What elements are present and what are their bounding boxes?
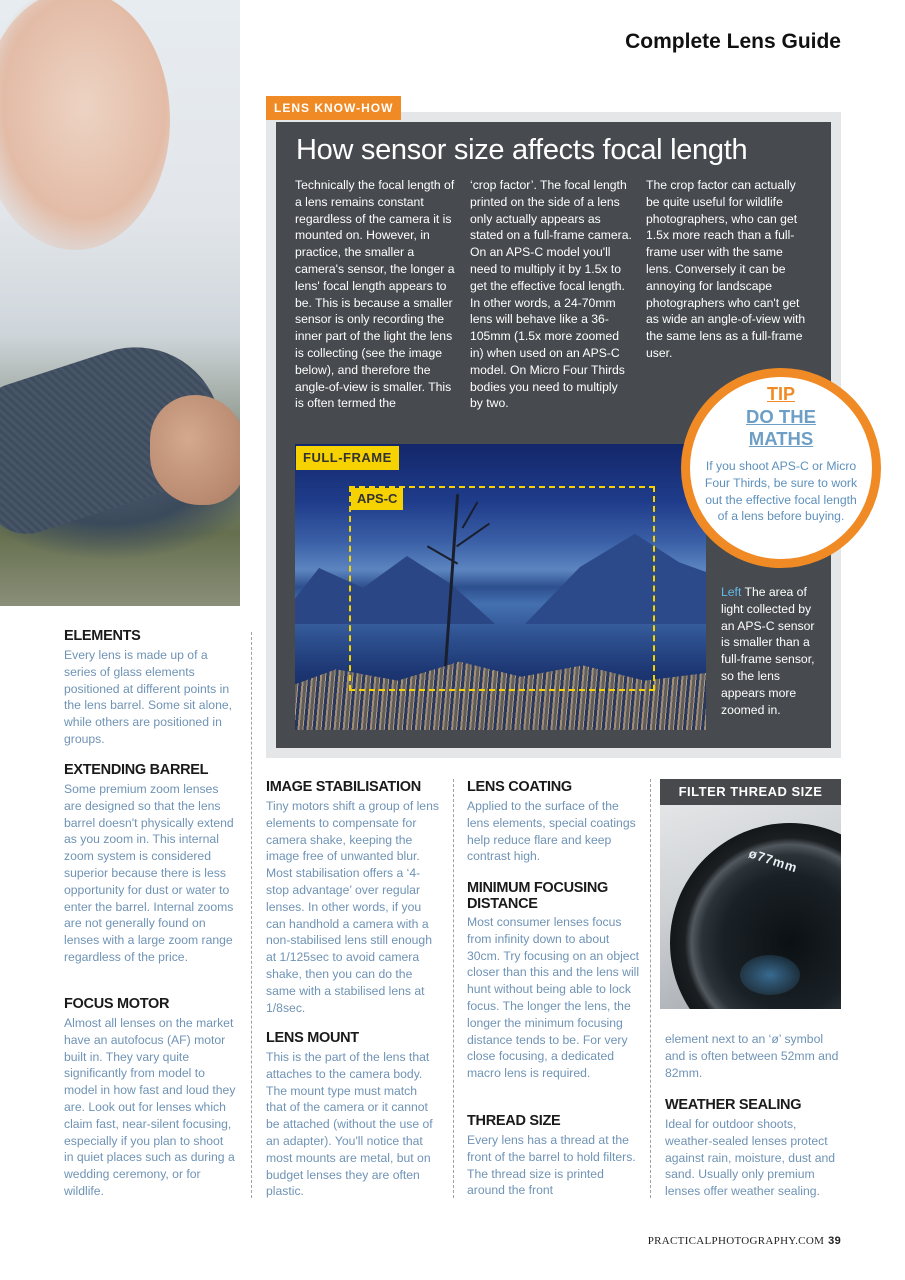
section-lens-mount xyxy=(266,1030,440,1200)
section-body: Almost all lenses on the market have an autofocus (AF) motor built in. They vary quite significantly from model to model in how fast and loud they are. Look out for lenses which claim fast, near-silent focusing, especially if you plan to shoot in quiet places such as during a wedding ceremony, or for wildlife. xyxy=(64,1016,236,1198)
section-body: element next to an ‘ø’ symbol and is often between 52mm and 82mm. xyxy=(665,1032,839,1080)
section-elements xyxy=(64,628,236,748)
section-title: ELEMENTS xyxy=(64,628,141,644)
footer-site: PRACTICALPHOTOGRAPHY.COM xyxy=(647,1235,825,1247)
section-body: This is the part of the lens that attaches to the camera body. The mount type must match that of the camera or it cannot be attached (without the use of an adapter). You'll notice that most mounts are metal, but on budget lenses they are often plastic. xyxy=(266,1050,433,1199)
tip-body: If you shoot APS-C or Micro Four Thirds, be sure to work out the effective focal length of a lens before buying. xyxy=(704,459,858,524)
apsc-crop-frame xyxy=(349,486,655,691)
section-image-stabilisation xyxy=(266,779,440,1016)
photo-face xyxy=(0,0,170,250)
feature-column-3-text: The crop factor can actually be quite useful for wildlife photographers, who can get 1.5x more reach than a full-frame user with the same lens. Conversely it can be annoying for landscape photographers who can't get as wide an angle-of-view with the same lens as a full-frame user. xyxy=(646,178,806,360)
section-body: Most consumer lenses focus from infinity down to about 30cm. Try focusing on an object closer than this and the lens will hunt without being able to lock focus. The longer the lens, the longer the minimum focusing distance tends to be. For very close focusing, a dedicated macro lens is required. xyxy=(467,915,640,1081)
feature-column-1: Technically the focal length of a lens remains constant regardless of the camera it is mounted on. However, in practice, the smaller a camera's sensor, the longer a lens' focal length appears to be. This is because a smaller sensor is only recording the inner part of the light the lens is collecting (see the image below), and therefore the angle-of-view is smaller. This is often termed the xyxy=(295,178,455,411)
section-title: MINIMUM FOCUSING DISTANCE xyxy=(467,880,608,912)
photo-hand xyxy=(150,395,240,505)
feature-title: How sensor size affects focal length xyxy=(296,134,748,166)
caption-text: The area of light collected by an APS-C sensor is smaller than a full-frame sensor, so the lens appears more zoomed in. xyxy=(721,585,815,717)
page-footer xyxy=(648,1235,841,1247)
section-lens-coating xyxy=(467,779,643,865)
filter-thread-title: FILTER THREAD SIZE xyxy=(660,779,841,805)
caption-lead: Left xyxy=(721,585,742,599)
tip-heading-line-2: MATHS xyxy=(748,428,814,449)
section-body: Some premium zoom lenses are designed so that the lens barrel doesn't physically extend as you zoom in. This internal zoom system is considered superior because there is less opportunity for dust or water to enter the barrel. Internal zooms are not generally found on lenses with a large zoom range regardless of the price. xyxy=(64,782,234,964)
section-title: FOCUS MOTOR xyxy=(64,996,170,1012)
section-body: Ideal for outdoor shoots, weather-sealed lenses protect against rain, moisture, dust and sand. Usually only premium lenses offer weather sealing. xyxy=(665,1117,836,1199)
section-title: IMAGE STABILISATION xyxy=(266,779,421,795)
column-divider xyxy=(453,779,454,1198)
section-focus-motor xyxy=(64,996,236,1200)
section-extending-barrel xyxy=(64,762,238,966)
section-title: THREAD SIZE xyxy=(467,1113,561,1129)
apsc-label: APS-C xyxy=(351,488,403,510)
lens-front-photo xyxy=(660,805,841,1009)
tip-heading-line-1: DO THE xyxy=(746,406,816,427)
column-divider xyxy=(650,779,651,1198)
section-body: Every lens is made up of a series of glass elements positioned at different points in the lens barrel. Some sit alone, while others are positioned in groups. xyxy=(64,648,233,746)
full-frame-label: FULL-FRAME xyxy=(296,446,399,470)
lens-coating-glow xyxy=(740,955,800,995)
page-header-title: Complete Lens Guide xyxy=(625,30,841,53)
photo-caption xyxy=(721,584,821,718)
page-number: 39 xyxy=(828,1235,841,1247)
lens-engraving: ø77mm xyxy=(746,845,800,876)
section-minimum-focusing xyxy=(467,880,643,1082)
section-title: LENS COATING xyxy=(467,779,572,795)
section-tag: LENS KNOW-HOW xyxy=(266,96,401,120)
feature-column-3 xyxy=(646,177,811,362)
section-title: WEATHER SEALING xyxy=(665,1097,802,1113)
section-body: Applied to the surface of the lens elements, special coatings help reduce flare and keep contrast high. xyxy=(467,799,636,864)
section-thread-size-continued xyxy=(665,1031,841,1081)
section-body: Every lens has a thread at the front of the barrel to hold filters. The thread size is printed around the front xyxy=(467,1133,636,1198)
tip-heading xyxy=(681,406,881,450)
cover-photo-person xyxy=(0,0,240,606)
section-title: EXTENDING BARREL xyxy=(64,762,209,778)
section-thread-size xyxy=(467,1113,643,1199)
tip-label: TIP xyxy=(766,384,795,404)
feature-column-2: ‘crop factor’. The focal length printed on the side of a lens only actually appears as stated on a full-frame camera. On an APS-C model you'll need to multiply it by 1.5x to get the effective focal length. In other words, a 24-70mm lens will behave like a 36-105mm (1.5x more zoomed in) when used on an APS-C model. On Micro Four Thirds bodies you need to multiply by two. xyxy=(470,178,632,411)
section-body: Tiny motors shift a group of lens elements to compensate for camera shake, keeping the image free of unwanted blur. Most stabilisation offers a ‘4-stop advantage’ over regular lenses. In other words, if you can handhold a camera with a non-stabilised lens still enough at 1/125sec to avoid camera shake, then you can do the same with a stabilised lens at 1/8sec. xyxy=(266,799,439,1015)
column-divider xyxy=(251,632,252,1198)
section-weather-sealing xyxy=(665,1097,841,1200)
section-title: LENS MOUNT xyxy=(266,1030,359,1046)
